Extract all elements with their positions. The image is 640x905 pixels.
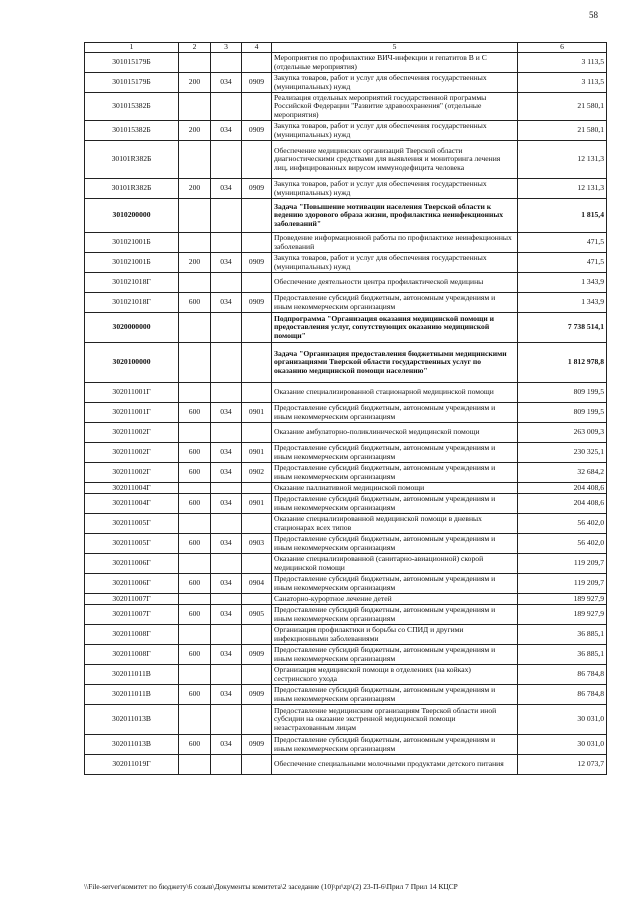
cell-col4 bbox=[242, 483, 272, 494]
cell-name: Организация медицинской помощи в отделениях (на койках) сестринского ухода bbox=[272, 665, 518, 685]
cell-code: 30101R382Б bbox=[85, 179, 179, 199]
table-row bbox=[85, 494, 607, 514]
cell-col3: 034 bbox=[211, 73, 242, 93]
cell-col4 bbox=[242, 313, 272, 343]
page-number: 58 bbox=[589, 10, 598, 20]
cell-name: Оказание амбулаторно-поликлинической медицинской помощи bbox=[272, 423, 518, 443]
cell-col3 bbox=[211, 53, 242, 73]
cell-name: Обеспечение деятельности центра профилактической медицины bbox=[272, 273, 518, 293]
cell-code: 302011011В bbox=[85, 685, 179, 705]
cell-name: Предоставление субсидий бюджетным, автономным учреждениям и иным некоммерческим организациям bbox=[272, 735, 518, 755]
table-row bbox=[85, 605, 607, 625]
cell-col2 bbox=[179, 483, 211, 494]
cell-name: Организация профилактики и борьбы со СПИД и другими инфекционными заболеваниями bbox=[272, 625, 518, 645]
cell-col2: 600 bbox=[179, 645, 211, 665]
cell-col2: 600 bbox=[179, 403, 211, 423]
cell-name: Предоставление субсидий бюджетным, автономным учреждениям и иным некоммерческим организациям bbox=[272, 645, 518, 665]
cell-col2: 200 bbox=[179, 121, 211, 141]
cell-code: 302011008Г bbox=[85, 645, 179, 665]
cell-code: 302011005Г bbox=[85, 514, 179, 534]
cell-code: 301015179Б bbox=[85, 53, 179, 73]
column-header: 4 bbox=[242, 43, 272, 53]
cell-col3 bbox=[211, 141, 242, 179]
cell-name: Оказание паллиативной медицинской помощи bbox=[272, 483, 518, 494]
table-row bbox=[85, 534, 607, 554]
cell-code: 302011019Г bbox=[85, 755, 179, 775]
cell-col3: 034 bbox=[211, 735, 242, 755]
cell-col4 bbox=[242, 233, 272, 253]
table-row bbox=[85, 273, 607, 293]
cell-code: 302011002Г bbox=[85, 463, 179, 483]
table-row bbox=[85, 463, 607, 483]
cell-code: 302011011В bbox=[85, 665, 179, 685]
cell-amount: 263 009,3 bbox=[518, 423, 607, 443]
cell-col2 bbox=[179, 705, 211, 735]
cell-name: Закупка товаров, работ и услуг для обеспечения государственных (муниципальных) нужд bbox=[272, 179, 518, 199]
column-header: 1 bbox=[85, 43, 179, 53]
cell-col4: 0909 bbox=[242, 253, 272, 273]
cell-col3 bbox=[211, 594, 242, 605]
cell-col4: 0909 bbox=[242, 685, 272, 705]
cell-amount: 32 684,2 bbox=[518, 463, 607, 483]
cell-col4: 0903 bbox=[242, 534, 272, 554]
cell-col2: 600 bbox=[179, 443, 211, 463]
cell-amount: 119 209,7 bbox=[518, 574, 607, 594]
cell-col3 bbox=[211, 383, 242, 403]
cell-col3 bbox=[211, 93, 242, 121]
table-row bbox=[85, 594, 607, 605]
cell-code: 301021001Б bbox=[85, 233, 179, 253]
cell-code: 302011001Г bbox=[85, 403, 179, 423]
table-body bbox=[85, 53, 607, 775]
cell-col4: 0902 bbox=[242, 463, 272, 483]
cell-col3 bbox=[211, 423, 242, 443]
cell-col4 bbox=[242, 514, 272, 534]
cell-col3 bbox=[211, 233, 242, 253]
cell-col2 bbox=[179, 93, 211, 121]
cell-col3 bbox=[211, 755, 242, 775]
cell-name: Санаторно-курортное лечение детей bbox=[272, 594, 518, 605]
cell-code: 301021001Б bbox=[85, 253, 179, 273]
cell-col4 bbox=[242, 665, 272, 685]
cell-col3: 034 bbox=[211, 605, 242, 625]
cell-col4 bbox=[242, 423, 272, 443]
cell-col4: 0901 bbox=[242, 443, 272, 463]
cell-col4 bbox=[242, 383, 272, 403]
cell-col2 bbox=[179, 423, 211, 443]
cell-name: Закупка товаров, работ и услуг для обеспечения государственных (муниципальных) нужд bbox=[272, 73, 518, 93]
cell-code: 302011004Г bbox=[85, 494, 179, 514]
cell-name: Закупка товаров, работ и услуг для обеспечения государственных (муниципальных) нужд bbox=[272, 121, 518, 141]
cell-amount: 12 073,7 bbox=[518, 755, 607, 775]
cell-col4 bbox=[242, 755, 272, 775]
cell-name: Закупка товаров, работ и услуг для обеспечения государственных (муниципальных) нужд bbox=[272, 253, 518, 273]
cell-col4 bbox=[242, 705, 272, 735]
cell-name: Реализация отдельных мероприятий государственной программы Российской Федерации "Развитие здравоохранения" (отдельные мероприятия) bbox=[272, 93, 518, 121]
cell-col2 bbox=[179, 625, 211, 645]
cell-name: Предоставление субсидий бюджетным, автономным учреждениям и иным некоммерческим организациям bbox=[272, 443, 518, 463]
cell-name: Обеспечение медицинских организаций Тверской области диагностическими средствами для выявления и мониторинга лечения лиц, инфицированных вирусом иммунодефицита человека bbox=[272, 141, 518, 179]
table-row bbox=[85, 554, 607, 574]
cell-col3 bbox=[211, 665, 242, 685]
cell-col4: 0909 bbox=[242, 179, 272, 199]
cell-code: 301015382Б bbox=[85, 121, 179, 141]
cell-col3: 034 bbox=[211, 463, 242, 483]
cell-col3 bbox=[211, 705, 242, 735]
table-row bbox=[85, 141, 607, 179]
cell-col2: 200 bbox=[179, 253, 211, 273]
cell-col4: 0901 bbox=[242, 494, 272, 514]
cell-col2 bbox=[179, 233, 211, 253]
cell-name: Предоставление субсидий бюджетным, автономным учреждениям и иным некоммерческим организациям bbox=[272, 463, 518, 483]
cell-col3: 034 bbox=[211, 121, 242, 141]
cell-code: 302011005Г bbox=[85, 534, 179, 554]
cell-code: 302011002Г bbox=[85, 443, 179, 463]
cell-name: Мероприятия по профилактике ВИЧ-инфекции и гепатитов В и С (отдельные мероприятия) bbox=[272, 53, 518, 73]
cell-amount: 189 927,9 bbox=[518, 605, 607, 625]
table-row bbox=[85, 625, 607, 645]
cell-name: Предоставление субсидий бюджетным, автономным учреждениям и иным некоммерческим организациям bbox=[272, 403, 518, 423]
cell-col3 bbox=[211, 554, 242, 574]
cell-col4 bbox=[242, 625, 272, 645]
table-row bbox=[85, 199, 607, 233]
cell-code: 302011013В bbox=[85, 735, 179, 755]
cell-col4 bbox=[242, 343, 272, 383]
cell-col4 bbox=[242, 594, 272, 605]
cell-code: 3020100000 bbox=[85, 343, 179, 383]
cell-col2 bbox=[179, 343, 211, 383]
cell-col4 bbox=[242, 554, 272, 574]
cell-col2: 600 bbox=[179, 463, 211, 483]
cell-amount: 86 784,8 bbox=[518, 685, 607, 705]
cell-col2: 600 bbox=[179, 574, 211, 594]
cell-col2: 600 bbox=[179, 735, 211, 755]
cell-name: Оказание специализированной стационарной медицинской помощи bbox=[272, 383, 518, 403]
cell-col3: 034 bbox=[211, 179, 242, 199]
cell-name: Обеспечение специальными молочными продуктами детского питания bbox=[272, 755, 518, 775]
cell-code: 301021018Г bbox=[85, 293, 179, 313]
cell-col4: 0904 bbox=[242, 574, 272, 594]
cell-name: Оказание специализированной медицинской помощи в дневных стационарах всех типов bbox=[272, 514, 518, 534]
cell-col2 bbox=[179, 755, 211, 775]
cell-col2 bbox=[179, 665, 211, 685]
cell-col2: 600 bbox=[179, 685, 211, 705]
cell-col2: 600 bbox=[179, 605, 211, 625]
cell-name: Предоставление субсидий бюджетным, автономным учреждениям и иным некоммерческим организациям bbox=[272, 494, 518, 514]
cell-amount: 36 885,1 bbox=[518, 645, 607, 665]
cell-amount: 1 815,4 bbox=[518, 199, 607, 233]
file-path-footer: \\File-server\комитет по бюджету\6 созыв\Документы комитета\2 заседание (10)\pr\zp\(2) 23-П-6\Прил 7 Прил 14 КЦСР bbox=[84, 882, 458, 891]
table-row bbox=[85, 93, 607, 121]
cell-name: Подпрограмма "Организация оказания медицинской помощи и предоставления услуг, сопутствующих оказанию медицинской помощи" bbox=[272, 313, 518, 343]
cell-name: Задача "Организация предоставления бюджетными медицинскими организациями Тверской области государственных услуг по оказанию медицинской помощи населению" bbox=[272, 343, 518, 383]
cell-col4: 0901 bbox=[242, 403, 272, 423]
table-row bbox=[85, 735, 607, 755]
cell-code: 3020000000 bbox=[85, 313, 179, 343]
cell-col3: 034 bbox=[211, 443, 242, 463]
cell-amount: 12 131,3 bbox=[518, 141, 607, 179]
table-row bbox=[85, 645, 607, 665]
cell-amount: 1 812 978,8 bbox=[518, 343, 607, 383]
cell-code: 302011002Г bbox=[85, 423, 179, 443]
cell-amount: 30 031,0 bbox=[518, 735, 607, 755]
cell-col4: 0909 bbox=[242, 735, 272, 755]
cell-amount: 204 408,6 bbox=[518, 494, 607, 514]
cell-col4: 0909 bbox=[242, 121, 272, 141]
cell-code: 302011006Г bbox=[85, 574, 179, 594]
cell-col3 bbox=[211, 483, 242, 494]
cell-col2: 200 bbox=[179, 73, 211, 93]
table-row bbox=[85, 179, 607, 199]
cell-name: Предоставление медицинским организациям Тверской области иной субсидии на оказание экстренной медицинской помощи незастрахованным лицам bbox=[272, 705, 518, 735]
cell-code: 30101R382Б bbox=[85, 141, 179, 179]
cell-col3: 034 bbox=[211, 574, 242, 594]
cell-col4: 0909 bbox=[242, 645, 272, 665]
cell-col4 bbox=[242, 141, 272, 179]
cell-col2 bbox=[179, 383, 211, 403]
cell-amount: 21 580,1 bbox=[518, 93, 607, 121]
cell-col3: 034 bbox=[211, 403, 242, 423]
column-header: 3 bbox=[211, 43, 242, 53]
cell-name: Предоставление субсидий бюджетным, автономным учреждениям и иным некоммерческим организациям bbox=[272, 685, 518, 705]
cell-col3 bbox=[211, 343, 242, 383]
table-row bbox=[85, 53, 607, 73]
cell-col4 bbox=[242, 199, 272, 233]
cell-col3: 034 bbox=[211, 253, 242, 273]
cell-col4 bbox=[242, 273, 272, 293]
cell-amount: 230 325,1 bbox=[518, 443, 607, 463]
cell-amount: 809 199,5 bbox=[518, 403, 607, 423]
table-row bbox=[85, 403, 607, 423]
cell-col2 bbox=[179, 141, 211, 179]
table-row bbox=[85, 705, 607, 735]
cell-col2 bbox=[179, 53, 211, 73]
table-row bbox=[85, 343, 607, 383]
cell-col4 bbox=[242, 93, 272, 121]
cell-col2 bbox=[179, 554, 211, 574]
cell-amount: 56 402,0 bbox=[518, 514, 607, 534]
cell-col4: 0909 bbox=[242, 293, 272, 313]
cell-col3 bbox=[211, 625, 242, 645]
table-row bbox=[85, 121, 607, 141]
cell-col4 bbox=[242, 53, 272, 73]
table-row bbox=[85, 443, 607, 463]
cell-code: 302011013В bbox=[85, 705, 179, 735]
cell-col3 bbox=[211, 273, 242, 293]
cell-amount: 56 402,0 bbox=[518, 534, 607, 554]
cell-name: Предоставление субсидий бюджетным, автономным учреждениям и иным некоммерческим организациям bbox=[272, 574, 518, 594]
cell-code: 302011001Г bbox=[85, 383, 179, 403]
cell-col3 bbox=[211, 313, 242, 343]
cell-code: 301015179Б bbox=[85, 73, 179, 93]
table-header-row bbox=[85, 43, 607, 53]
cell-name: Предоставление субсидий бюджетным, автономным учреждениям и иным некоммерческим организациям bbox=[272, 534, 518, 554]
cell-col2 bbox=[179, 594, 211, 605]
table-row bbox=[85, 233, 607, 253]
cell-col2 bbox=[179, 273, 211, 293]
cell-col2 bbox=[179, 199, 211, 233]
cell-col3: 034 bbox=[211, 534, 242, 554]
cell-col2 bbox=[179, 313, 211, 343]
cell-col4: 0909 bbox=[242, 73, 272, 93]
cell-name: Предоставление субсидий бюджетным, автономным учреждениям и иным некоммерческим организациям bbox=[272, 605, 518, 625]
cell-amount: 189 927,9 bbox=[518, 594, 607, 605]
table-row bbox=[85, 293, 607, 313]
table-row bbox=[85, 514, 607, 534]
cell-name: Проведение информационной работы по профилактике неинфекционных заболеваний bbox=[272, 233, 518, 253]
table-row bbox=[85, 483, 607, 494]
column-header: 6 bbox=[518, 43, 607, 53]
cell-code: 302011006Г bbox=[85, 554, 179, 574]
cell-code: 302011007Г bbox=[85, 605, 179, 625]
cell-col2: 600 bbox=[179, 534, 211, 554]
column-header: 2 bbox=[179, 43, 211, 53]
table-row bbox=[85, 313, 607, 343]
cell-name: Задача "Повышение мотивации населения Тверской области к ведению здорового образа жизни, профилактика неинфекционных заболеваний" bbox=[272, 199, 518, 233]
cell-code: 3010200000 bbox=[85, 199, 179, 233]
cell-amount: 119 209,7 bbox=[518, 554, 607, 574]
table-row bbox=[85, 253, 607, 273]
table-row bbox=[85, 685, 607, 705]
cell-amount: 36 885,1 bbox=[518, 625, 607, 645]
cell-code: 302011007Г bbox=[85, 594, 179, 605]
column-header: 5 bbox=[272, 43, 518, 53]
cell-code: 301021018Г bbox=[85, 273, 179, 293]
table-row bbox=[85, 383, 607, 403]
cell-amount: 471,5 bbox=[518, 253, 607, 273]
table-row bbox=[85, 423, 607, 443]
table-row bbox=[85, 665, 607, 685]
cell-col3: 034 bbox=[211, 645, 242, 665]
cell-amount: 12 131,3 bbox=[518, 179, 607, 199]
table-row bbox=[85, 755, 607, 775]
cell-name: Оказание специализированной (санитарно-авиационной) скорой медицинской помощи bbox=[272, 554, 518, 574]
table-row bbox=[85, 73, 607, 93]
cell-amount: 809 199,5 bbox=[518, 383, 607, 403]
cell-amount: 204 408,6 bbox=[518, 483, 607, 494]
cell-amount: 3 113,5 bbox=[518, 53, 607, 73]
cell-amount: 21 580,1 bbox=[518, 121, 607, 141]
cell-name: Предоставление субсидий бюджетным, автономным учреждениям и иным некоммерческим организациям bbox=[272, 293, 518, 313]
cell-code: 301015382Б bbox=[85, 93, 179, 121]
cell-code: 302011008Г bbox=[85, 625, 179, 645]
cell-col2: 600 bbox=[179, 293, 211, 313]
cell-amount: 30 031,0 bbox=[518, 705, 607, 735]
cell-amount: 1 343,9 bbox=[518, 273, 607, 293]
cell-col3: 034 bbox=[211, 293, 242, 313]
cell-amount: 3 113,5 bbox=[518, 73, 607, 93]
cell-col2: 200 bbox=[179, 179, 211, 199]
budget-table bbox=[84, 42, 607, 775]
cell-amount: 86 784,8 bbox=[518, 665, 607, 685]
cell-col3: 034 bbox=[211, 685, 242, 705]
cell-col3 bbox=[211, 514, 242, 534]
cell-col3: 034 bbox=[211, 494, 242, 514]
cell-amount: 7 738 514,1 bbox=[518, 313, 607, 343]
cell-code: 302011004Г bbox=[85, 483, 179, 494]
cell-amount: 471,5 bbox=[518, 233, 607, 253]
cell-col4: 0905 bbox=[242, 605, 272, 625]
cell-col3 bbox=[211, 199, 242, 233]
cell-col2: 600 bbox=[179, 494, 211, 514]
cell-col2 bbox=[179, 514, 211, 534]
cell-amount: 1 343,9 bbox=[518, 293, 607, 313]
table-row bbox=[85, 574, 607, 594]
